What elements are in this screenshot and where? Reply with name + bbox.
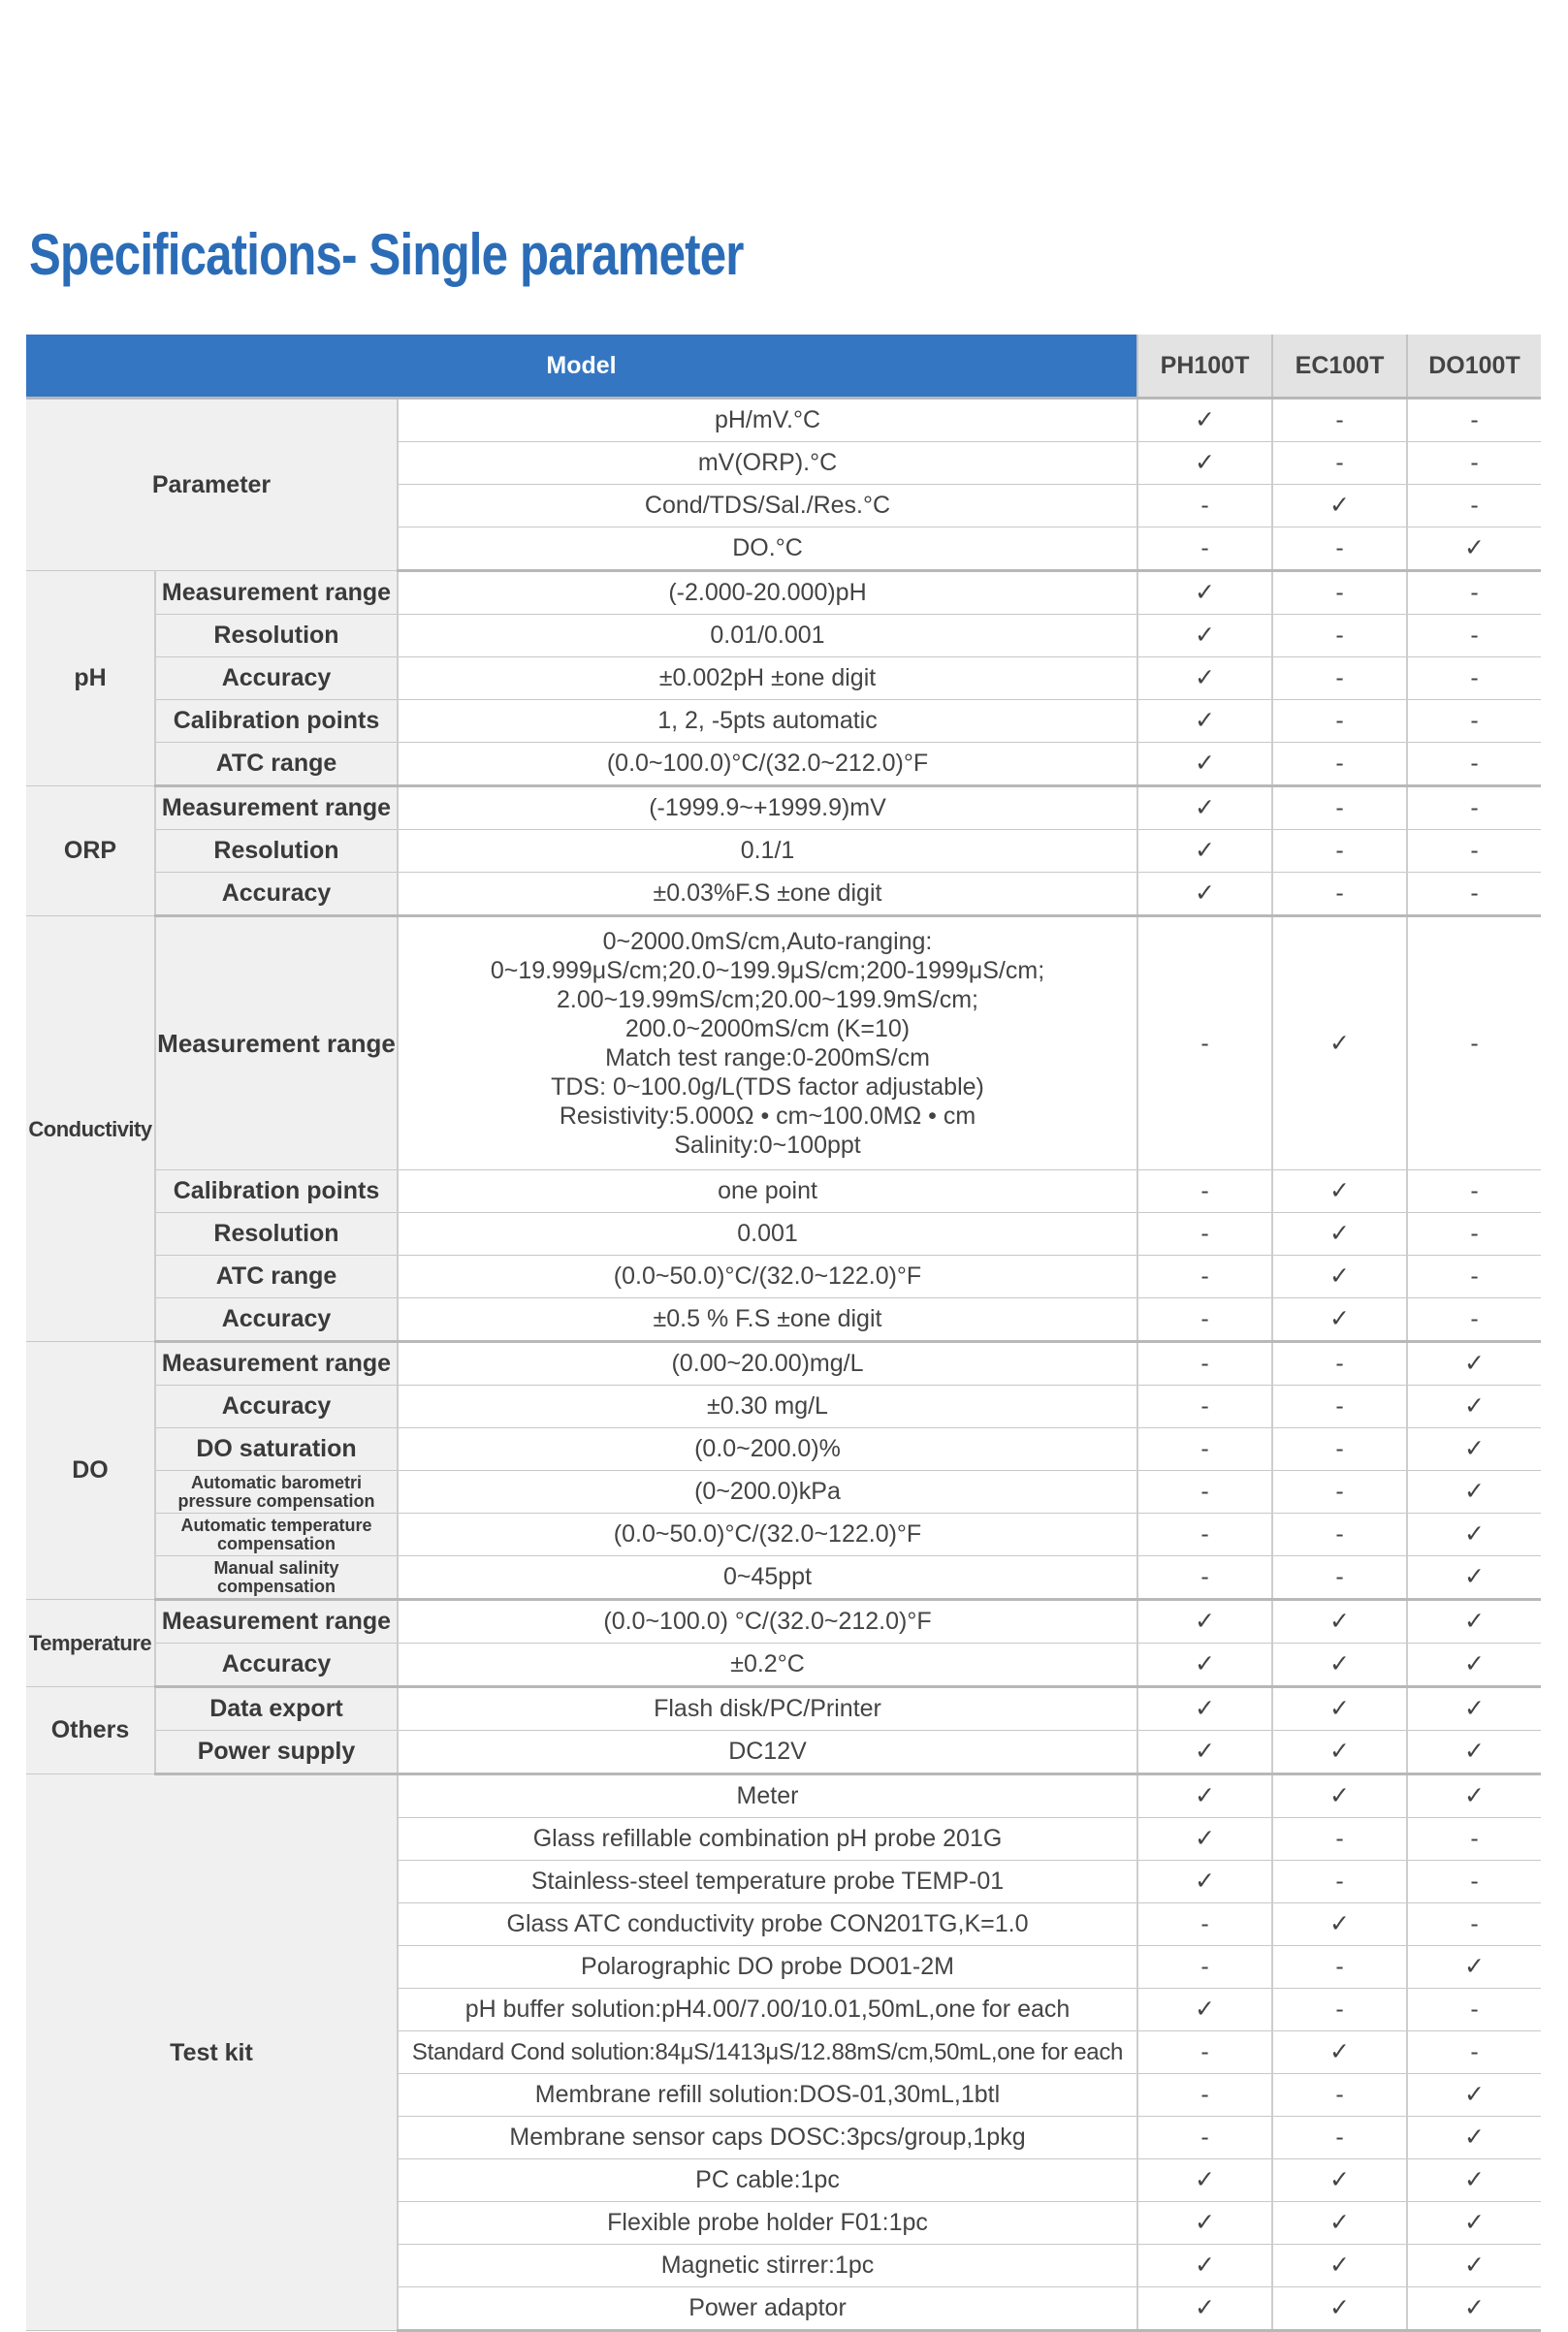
- check-cell: ✓: [1137, 657, 1272, 700]
- check-cell: ✓: [1137, 1600, 1272, 1644]
- value-cell: 0.1/1: [398, 830, 1137, 873]
- group-conductivity: Conductivity: [26, 916, 155, 1342]
- check-cell: -: [1137, 527, 1272, 571]
- check-cell: -: [1407, 1989, 1541, 2031]
- sub-label: Power supply: [155, 1731, 398, 1774]
- check-cell: ✓: [1272, 1731, 1407, 1774]
- check-cell: ✓: [1407, 1342, 1541, 1386]
- table-row: [26, 1298, 1541, 1342]
- value-cell: 1, 2, -5pts automatic: [398, 700, 1137, 743]
- check-cell: -: [1272, 1514, 1407, 1556]
- check-cell: ✓: [1137, 1818, 1272, 1861]
- value-line: 0~2000.0mS/cm,Auto-ranging:: [602, 928, 933, 955]
- check-cell: -: [1272, 1471, 1407, 1514]
- check-cell: -: [1407, 1256, 1541, 1298]
- table-row: [26, 657, 1541, 700]
- value-cell: 0~45ppt: [398, 1556, 1137, 1600]
- check-cell: ✓: [1272, 1644, 1407, 1687]
- sub-label: Accuracy: [155, 1298, 398, 1342]
- value-cell: (0.0~100.0)°C/(32.0~212.0)°F: [398, 743, 1137, 786]
- check-cell: ✓: [1272, 2287, 1407, 2331]
- value-cell: Glass ATC conductivity probe CON201TG,K=1.0: [398, 1903, 1137, 1946]
- check-cell: ✓: [1137, 1644, 1272, 1687]
- value-cell: 0.01/0.001: [398, 615, 1137, 657]
- table-row: [26, 1342, 1541, 1386]
- check-cell: ✓: [1137, 700, 1272, 743]
- sub-label: Calibration points: [155, 700, 398, 743]
- sub-label: Measurement range: [155, 1342, 398, 1386]
- model-ph100t-header: PH100T: [1137, 335, 1272, 399]
- check-cell: -: [1272, 1342, 1407, 1386]
- table-row: [26, 1256, 1541, 1298]
- check-cell: -: [1407, 1170, 1541, 1213]
- value-line: 0~19.999μS/cm;20.0~199.9μS/cm;200-1999μS/cm;: [490, 957, 1045, 984]
- value-cell: DO.°C: [398, 527, 1137, 571]
- value-cell: Membrane refill solution:DOS-01,30mL,1btl: [398, 2074, 1137, 2117]
- check-cell: ✓: [1407, 2202, 1541, 2245]
- check-cell: -: [1137, 2031, 1272, 2074]
- check-cell: ✓: [1407, 1644, 1541, 1687]
- check-cell: ✓: [1407, 1731, 1541, 1774]
- check-cell: ✓: [1272, 485, 1407, 527]
- check-cell: ✓: [1272, 2245, 1407, 2287]
- value-cell: (0.0~50.0)°C/(32.0~122.0)°F: [398, 1514, 1137, 1556]
- check-cell: -: [1407, 786, 1541, 830]
- value-line: Match test range:0-200mS/cm: [605, 1044, 930, 1071]
- table-row: [26, 1471, 1541, 1514]
- sub-label: Automatic barometri pressure compensation: [155, 1471, 398, 1514]
- check-cell: ✓: [1272, 1687, 1407, 1731]
- value-cell: PC cable:1pc: [398, 2159, 1137, 2202]
- check-cell: -: [1272, 2074, 1407, 2117]
- value-cell: Flash disk/PC/Printer: [398, 1687, 1137, 1731]
- check-cell: -: [1407, 442, 1541, 485]
- value-cell: pH/mV.°C: [398, 399, 1137, 442]
- check-cell: ✓: [1272, 916, 1407, 1170]
- value-cell: Standard Cond solution:84μS/1413μS/12.88mS/cm,50mL,one for each: [398, 2031, 1137, 2074]
- check-cell: ✓: [1272, 1600, 1407, 1644]
- group-do: DO: [26, 1342, 155, 1600]
- table-row: [26, 1213, 1541, 1256]
- value-cell: one point: [398, 1170, 1137, 1213]
- check-cell: -: [1407, 700, 1541, 743]
- table-row: [26, 1600, 1541, 1644]
- value-cell: (0.0~200.0)%: [398, 1428, 1137, 1471]
- sub-label: Accuracy: [155, 873, 398, 916]
- check-cell: ✓: [1407, 1687, 1541, 1731]
- value-cell: Stainless-steel temperature probe TEMP-01: [398, 1861, 1137, 1903]
- check-cell: ✓: [1407, 1428, 1541, 1471]
- check-cell: -: [1137, 916, 1272, 1170]
- spec-table: [26, 335, 1541, 2332]
- sub-label: Measurement range: [155, 571, 398, 615]
- table-row: [26, 1731, 1541, 1774]
- value-cell: Magnetic stirrer:1pc: [398, 2245, 1137, 2287]
- value-cell: 0.001: [398, 1213, 1137, 1256]
- value-cell: pH buffer solution:pH4.00/7.00/10.01,50mL,one for each: [398, 1989, 1137, 2031]
- check-cell: -: [1272, 399, 1407, 442]
- group-orp: ORP: [26, 786, 155, 916]
- check-cell: -: [1272, 830, 1407, 873]
- check-cell: -: [1272, 786, 1407, 830]
- check-cell: ✓: [1407, 1471, 1541, 1514]
- check-cell: -: [1137, 2117, 1272, 2159]
- check-cell: ✓: [1272, 2202, 1407, 2245]
- check-cell: -: [1407, 399, 1541, 442]
- check-cell: -: [1407, 571, 1541, 615]
- check-cell: -: [1137, 1903, 1272, 1946]
- sub-label: Calibration points: [155, 1170, 398, 1213]
- sub-label: Accuracy: [155, 1644, 398, 1687]
- table-row: [26, 1644, 1541, 1687]
- check-cell: -: [1137, 2074, 1272, 2117]
- check-cell: ✓: [1407, 1600, 1541, 1644]
- table-row: [26, 399, 1541, 442]
- check-cell: ✓: [1137, 830, 1272, 873]
- table-row: [26, 743, 1541, 786]
- table-row: [26, 873, 1541, 916]
- check-cell: -: [1272, 1946, 1407, 1989]
- check-cell: -: [1137, 1556, 1272, 1600]
- value-line: 200.0~2000mS/cm (K=10): [624, 1015, 911, 1042]
- check-cell: ✓: [1407, 2287, 1541, 2331]
- check-cell: -: [1407, 657, 1541, 700]
- value-cell: (-1999.9~+1999.9)mV: [398, 786, 1137, 830]
- value-cell: (-2.000-20.000)pH: [398, 571, 1137, 615]
- sub-label: Resolution: [155, 1213, 398, 1256]
- table-row: [26, 786, 1541, 830]
- check-cell: ✓: [1137, 2287, 1272, 2331]
- model-do100t-header: DO100T: [1407, 335, 1541, 399]
- check-cell: ✓: [1272, 1903, 1407, 1946]
- model-header: Model: [26, 335, 1137, 399]
- check-cell: ✓: [1137, 615, 1272, 657]
- check-cell: ✓: [1137, 1861, 1272, 1903]
- check-cell: ✓: [1407, 2117, 1541, 2159]
- check-cell: -: [1137, 1386, 1272, 1428]
- check-cell: -: [1272, 1386, 1407, 1428]
- value-cell: Flexible probe holder F01:1pc: [398, 2202, 1137, 2245]
- value-cell: mV(ORP).°C: [398, 442, 1137, 485]
- check-cell: -: [1272, 615, 1407, 657]
- check-cell: ✓: [1137, 1731, 1272, 1774]
- sub-label: Manual salinity compensation: [155, 1556, 398, 1600]
- check-cell: -: [1137, 1946, 1272, 1989]
- table-row: [26, 615, 1541, 657]
- group-ph: pH: [26, 571, 155, 786]
- table-row: [26, 1774, 1541, 1818]
- value-cell: ±0.002pH ±one digit: [398, 657, 1137, 700]
- check-cell: -: [1137, 1298, 1272, 1342]
- sub-label: Measurement range: [155, 916, 398, 1170]
- model-ec100t-header: EC100T: [1272, 335, 1407, 399]
- check-cell: ✓: [1272, 1170, 1407, 1213]
- check-cell: -: [1272, 743, 1407, 786]
- check-cell: -: [1272, 1818, 1407, 1861]
- table-row: [26, 1556, 1541, 1600]
- check-cell: ✓: [1407, 527, 1541, 571]
- check-cell: -: [1272, 1861, 1407, 1903]
- check-cell: ✓: [1407, 1386, 1541, 1428]
- check-cell: -: [1407, 615, 1541, 657]
- value-cell: (0.0~50.0)°C/(32.0~122.0)°F: [398, 1256, 1137, 1298]
- group-testkit: Test kit: [26, 1774, 398, 2331]
- sub-label: Measurement range: [155, 786, 398, 830]
- check-cell: -: [1407, 873, 1541, 916]
- check-cell: ✓: [1407, 2159, 1541, 2202]
- check-cell: ✓: [1407, 1556, 1541, 1600]
- sub-label: Measurement range: [155, 1600, 398, 1644]
- group-parameter: Parameter: [26, 399, 398, 571]
- sub-label: ATC range: [155, 743, 398, 786]
- sub-label: ATC range: [155, 1256, 398, 1298]
- check-cell: ✓: [1272, 1774, 1407, 1818]
- sub-label: Accuracy: [155, 657, 398, 700]
- check-cell: -: [1272, 1989, 1407, 2031]
- check-cell: -: [1137, 1428, 1272, 1471]
- check-cell: -: [1407, 1903, 1541, 1946]
- check-cell: -: [1272, 571, 1407, 615]
- check-cell: ✓: [1137, 1989, 1272, 2031]
- check-cell: -: [1272, 657, 1407, 700]
- check-cell: -: [1407, 916, 1541, 1170]
- check-cell: ✓: [1137, 2245, 1272, 2287]
- check-cell: ✓: [1272, 1213, 1407, 1256]
- check-cell: -: [1137, 1213, 1272, 1256]
- value-cell: DC12V: [398, 1731, 1137, 1774]
- value-cell: (0.00~20.00)mg/L: [398, 1342, 1137, 1386]
- check-cell: -: [1407, 1213, 1541, 1256]
- check-cell: ✓: [1137, 442, 1272, 485]
- value-line: Resistivity:5.000Ω • cm~100.0MΩ • cm: [559, 1102, 976, 1130]
- check-cell: -: [1272, 442, 1407, 485]
- check-cell: -: [1272, 1428, 1407, 1471]
- value-cell: ±0.30 mg/L: [398, 1386, 1137, 1428]
- table-row: [26, 1514, 1541, 1556]
- group-others: Others: [26, 1687, 155, 1774]
- sub-label: DO saturation: [155, 1428, 398, 1471]
- check-cell: -: [1407, 1861, 1541, 1903]
- value-cell: ±0.03%F.S ±one digit: [398, 873, 1137, 916]
- check-cell: -: [1137, 1256, 1272, 1298]
- value-cell-multiline: [398, 916, 1137, 1170]
- check-cell: ✓: [1407, 1946, 1541, 1989]
- value-cell: Membrane sensor caps DOSC:3pcs/group,1pkg: [398, 2117, 1137, 2159]
- check-cell: -: [1272, 700, 1407, 743]
- check-cell: -: [1137, 1342, 1272, 1386]
- check-cell: ✓: [1137, 1774, 1272, 1818]
- check-cell: -: [1407, 1818, 1541, 1861]
- value-cell: Meter: [398, 1774, 1137, 1818]
- check-cell: -: [1272, 1556, 1407, 1600]
- check-cell: -: [1407, 743, 1541, 786]
- check-cell: ✓: [1137, 743, 1272, 786]
- sub-label: Data export: [155, 1687, 398, 1731]
- check-cell: -: [1407, 485, 1541, 527]
- table-row: [26, 1386, 1541, 1428]
- value-cell: (0~200.0)kPa: [398, 1471, 1137, 1514]
- table-row: [26, 1687, 1541, 1731]
- check-cell: ✓: [1137, 571, 1272, 615]
- check-cell: ✓: [1272, 1298, 1407, 1342]
- check-cell: ✓: [1407, 1514, 1541, 1556]
- sub-label: Automatic temperature compensation: [155, 1514, 398, 1556]
- check-cell: ✓: [1137, 1687, 1272, 1731]
- sub-label: Accuracy: [155, 1386, 398, 1428]
- group-temperature: Temperature: [26, 1600, 155, 1687]
- value-cell: Cond/TDS/Sal./Res.°C: [398, 485, 1137, 527]
- value-cell: ±0.2°C: [398, 1644, 1137, 1687]
- check-cell: ✓: [1137, 2202, 1272, 2245]
- check-cell: ✓: [1137, 2159, 1272, 2202]
- check-cell: -: [1137, 1471, 1272, 1514]
- table-row: [26, 1428, 1541, 1471]
- check-cell: ✓: [1137, 399, 1272, 442]
- value-cell: Glass refillable combination pH probe 201G: [398, 1818, 1137, 1861]
- value-line: Salinity:0~100ppt: [674, 1132, 861, 1159]
- value-cell: (0.0~100.0) °C/(32.0~212.0)°F: [398, 1600, 1137, 1644]
- table-row: [26, 830, 1541, 873]
- table-row: [26, 700, 1541, 743]
- table-row: [26, 571, 1541, 615]
- check-cell: -: [1407, 1298, 1541, 1342]
- check-cell: ✓: [1137, 786, 1272, 830]
- check-cell: ✓: [1407, 2074, 1541, 2117]
- page-title: Specifications- Single parameter: [29, 222, 744, 287]
- value-cell: Power adaptor: [398, 2287, 1137, 2331]
- check-cell: -: [1272, 2117, 1407, 2159]
- value-cell: Polarographic DO probe DO01-2M: [398, 1946, 1137, 1989]
- sub-label: Resolution: [155, 615, 398, 657]
- value-line: TDS: 0~100.0g/L(TDS factor adjustable): [551, 1073, 984, 1101]
- check-cell: -: [1272, 527, 1407, 571]
- value-cell: ±0.5 % F.S ±one digit: [398, 1298, 1137, 1342]
- value-line: 2.00~19.99mS/cm;20.00~199.9mS/cm;: [557, 986, 978, 1013]
- check-cell: -: [1407, 2031, 1541, 2074]
- check-cell: ✓: [1407, 2245, 1541, 2287]
- check-cell: ✓: [1272, 2031, 1407, 2074]
- check-cell: -: [1272, 873, 1407, 916]
- check-cell: -: [1137, 1514, 1272, 1556]
- check-cell: ✓: [1407, 1774, 1541, 1818]
- check-cell: -: [1137, 485, 1272, 527]
- check-cell: -: [1407, 830, 1541, 873]
- check-cell: ✓: [1272, 2159, 1407, 2202]
- check-cell: ✓: [1137, 873, 1272, 916]
- check-cell: -: [1137, 1170, 1272, 1213]
- sub-label: Resolution: [155, 830, 398, 873]
- check-cell: ✓: [1272, 1256, 1407, 1298]
- table-row: [26, 1170, 1541, 1213]
- table-row: [26, 916, 1541, 1170]
